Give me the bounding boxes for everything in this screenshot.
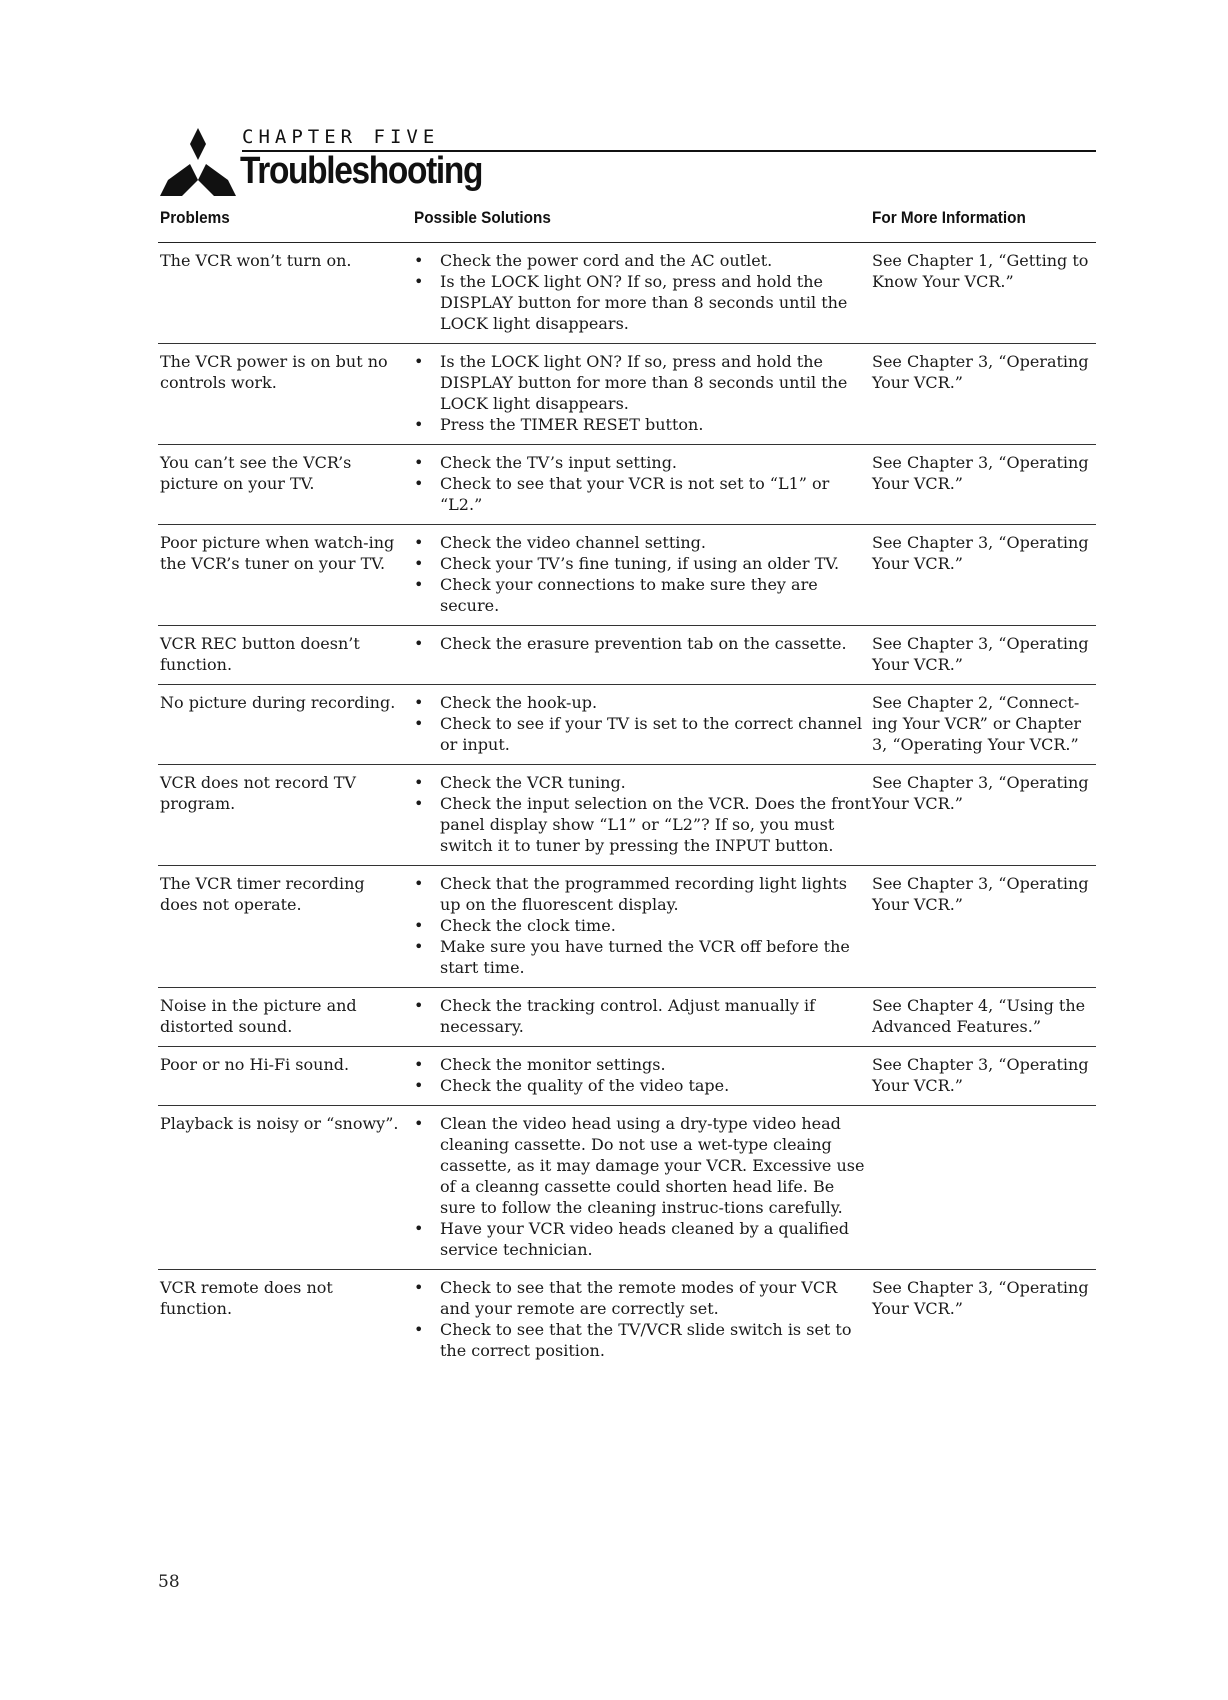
solution-item: • Check to see that the remote modes of your VCR and your remote are correctly set.: [414, 1277, 872, 1319]
solutions-list: [414, 452, 872, 515]
solutions-list: [414, 1113, 872, 1260]
solution-item: • Check that the programmed recording light lights up on the fluorescent display.: [414, 873, 872, 915]
problem-cell: The VCR won’t turn on.: [160, 251, 352, 270]
info-cell: See Chapter 3, “Operating Your VCR.”: [872, 874, 1089, 914]
solutions-list: [414, 250, 872, 334]
solutions-list: [414, 633, 872, 675]
table-row: [158, 1047, 1096, 1106]
info-cell: [872, 1113, 1096, 1260]
solution-item: • Check to see that your VCR is not set to “L1” or “L2.”: [414, 473, 872, 515]
problem-cell: VCR remote does not function.: [160, 1278, 333, 1318]
problem-cell: You can’t see the VCR’s picture on your TV.: [160, 453, 352, 493]
troubleshooting-table: [158, 243, 1096, 1370]
table-row: [158, 765, 1096, 866]
solution-item: • Clean the video head using a dry-type video head cleaning cassette. Do not use a wet-type cleaing cassette, as it may damage your VCR. Excessive use of a cleanng cassette could shorten head life. Be sure to follow the cleaning instruc-tions carefully.: [414, 1113, 872, 1218]
problem-cell: No picture during recording.: [160, 693, 396, 712]
solution-item: • Check the VCR tuning.: [414, 772, 872, 793]
table-row: [158, 525, 1096, 626]
solutions-list: [414, 692, 872, 755]
table-row: [158, 988, 1096, 1047]
solution-item: • Check the monitor settings.: [414, 1054, 872, 1075]
solutions-list: [414, 1054, 872, 1096]
solution-item: • Check to see if your TV is set to the correct channel or input.: [414, 713, 872, 755]
solution-item: • Check your connections to make sure they are secure.: [414, 574, 872, 616]
page: [158, 120, 1096, 1370]
solutions-list: [414, 873, 872, 978]
page-header: [158, 120, 1096, 202]
solution-item: • Check the tracking control. Adjust manually if necessary.: [414, 995, 872, 1037]
page-number: 58: [158, 1572, 180, 1592]
page-title: Troubleshooting: [240, 150, 483, 192]
solutions-list: [414, 351, 872, 435]
table-row: [158, 243, 1096, 344]
info-cell: See Chapter 3, “Operating Your VCR.”: [872, 1278, 1089, 1318]
solutions-list: [414, 772, 872, 856]
table-row: [158, 445, 1096, 525]
solutions-list: [414, 1277, 872, 1361]
solution-item: • Check the power cord and the AC outlet.: [414, 250, 872, 271]
solution-item: • Check your TV’s fine tuning, if using an older TV.: [414, 553, 872, 574]
solution-item: • Check the erasure prevention tab on the cassette.: [414, 633, 872, 654]
info-cell: See Chapter 3, “Operating Your VCR.”: [872, 634, 1089, 674]
problem-cell: The VCR power is on but no controls work.: [160, 352, 388, 392]
table-row: [158, 1270, 1096, 1370]
table-row: [158, 685, 1096, 765]
solution-item: • Make sure you have turned the VCR off before the start time.: [414, 936, 872, 978]
table-row: [158, 866, 1096, 988]
solution-item: • Is the LOCK light ON? If so, press and hold the DISPLAY button for more than 8 seconds until the LOCK light disappears.: [414, 271, 872, 334]
chapter-label: CHAPTER FIVE: [242, 126, 440, 148]
problem-cell: VCR REC button doesn’t function.: [160, 634, 360, 674]
problem-cell: Noise in the picture and distorted sound.: [160, 996, 357, 1036]
table-row: [158, 344, 1096, 445]
info-cell: See Chapter 1, “Getting to Know Your VCR.”: [872, 251, 1089, 291]
column-headers: [158, 206, 1096, 242]
solution-item: • Press the TIMER RESET button.: [414, 414, 872, 435]
solution-item: • Check the video channel setting.: [414, 532, 872, 553]
problem-cell: Playback is noisy or “snowy”.: [160, 1114, 399, 1133]
solution-item: • Check to see that the TV/VCR slide switch is set to the correct position.: [414, 1319, 872, 1361]
info-cell: See Chapter 4, “Using the Advanced Features.”: [872, 996, 1086, 1036]
solutions-list: [414, 532, 872, 616]
info-cell: See Chapter 3, “Operating Your VCR.”: [872, 352, 1089, 392]
problem-cell: The VCR timer recording does not operate.: [160, 874, 365, 914]
solution-item: • Is the LOCK light ON? If so, press and hold the DISPLAY button for more than 8 seconds until the LOCK light disappears.: [414, 351, 872, 414]
solution-item: • Check the hook-up.: [414, 692, 872, 713]
info-cell: See Chapter 3, “Operating Your VCR.”: [872, 773, 1089, 813]
table-row: [158, 1106, 1096, 1270]
table-row: [158, 626, 1096, 685]
problem-cell: Poor or no Hi-Fi sound.: [160, 1055, 350, 1074]
info-cell: See Chapter 2, “Connect-ing Your VCR” or Chapter 3, “Operating Your VCR.”: [872, 693, 1082, 754]
info-cell: See Chapter 3, “Operating Your VCR.”: [872, 533, 1089, 573]
info-cell: See Chapter 3, “Operating Your VCR.”: [872, 453, 1089, 493]
solutions-list: [414, 995, 872, 1037]
solution-item: • Check the clock time.: [414, 915, 872, 936]
column-header-info: For More Information: [872, 208, 1026, 227]
info-cell: See Chapter 3, “Operating Your VCR.”: [872, 1055, 1089, 1095]
problem-cell: Poor picture when watch-ing the VCR’s tuner on your TV.: [160, 533, 395, 573]
solution-item: • Have your VCR video heads cleaned by a qualified service technician.: [414, 1218, 872, 1260]
column-header-problems: Problems: [160, 208, 230, 227]
solution-item: • Check the input selection on the VCR. Does the front panel display show “L1” or “L2”? If so, you must switch it to tuner by pressing the INPUT button.: [414, 793, 872, 856]
column-header-solutions: Possible Solutions: [414, 208, 551, 227]
solution-item: • Check the quality of the video tape.: [414, 1075, 872, 1096]
three-diamond-logo-icon: [158, 126, 238, 198]
problem-cell: VCR does not record TV program.: [160, 773, 356, 813]
solution-item: • Check the TV’s input setting.: [414, 452, 872, 473]
